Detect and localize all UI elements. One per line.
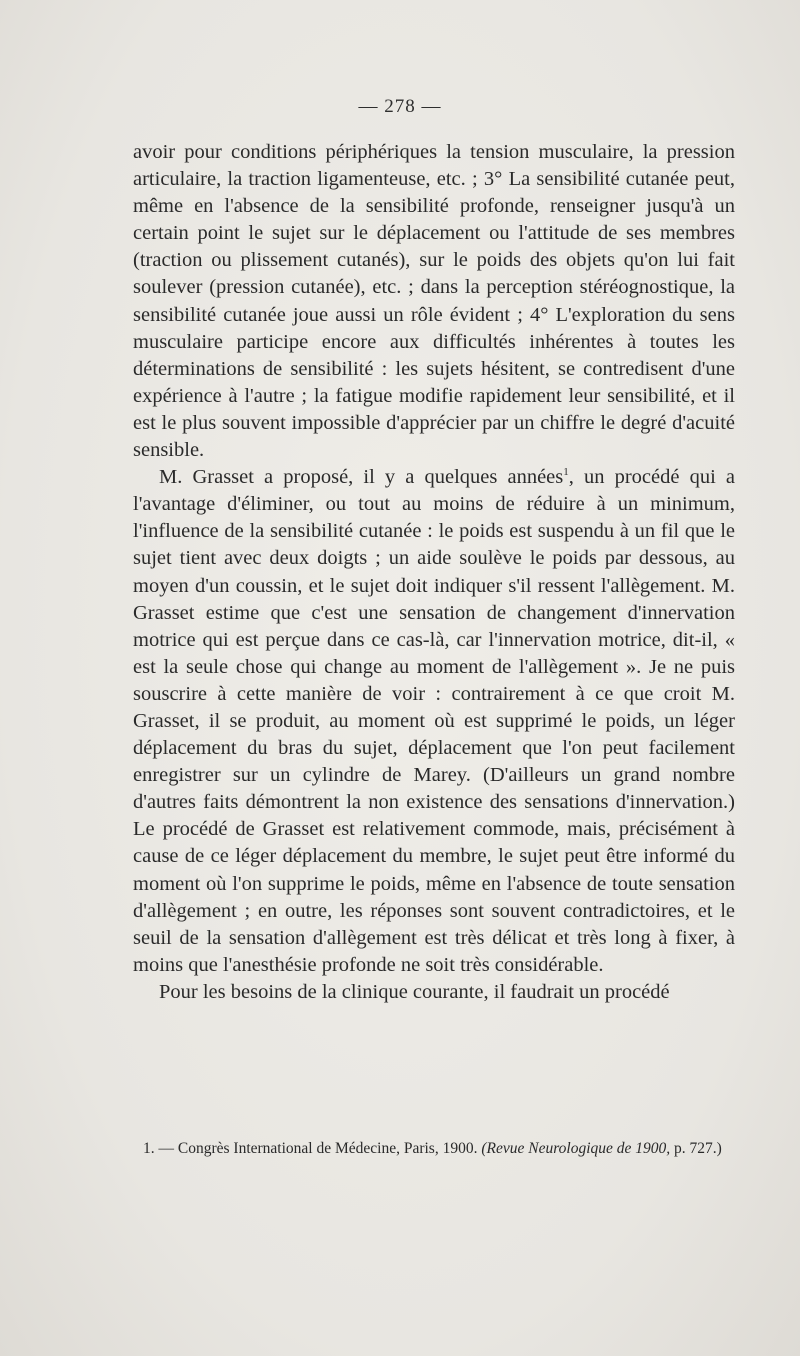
footnote-text: — Congrès International de Médecine, Paris, 1900. — [154, 1140, 482, 1157]
page-number: — 278 — — [358, 96, 442, 117]
footnote-marker: 1. — [143, 1140, 155, 1157]
paragraph-2 — [133, 464, 735, 979]
paragraph-3: Pour les besoins de la clinique courante, il faudrait un procédé — [159, 980, 670, 1003]
footnote — [133, 1138, 735, 1159]
footnote-reference: 1 — [563, 466, 569, 479]
paragraph-2-start: M. Grasset a proposé, il y a quelques années — [159, 466, 564, 489]
footnote-italic: (Revue Neurologique de 1900, — [481, 1140, 671, 1157]
body-text — [133, 139, 735, 1006]
paragraph-1: avoir pour conditions périphériques la tension musculaire, la pression articulaire, la traction ligamenteuse, etc. ; 3° La sensibilité cutanée peut, même en l'absence de la sensibilité profonde, renseigner jusqu'à un certain point le sujet sur le déplacement ou l'attitude de ses membres (traction ou plissement cutanés), sur le poids des objets qu'on lui fait soulever (pression cutanée), etc. ; dans la perception stéréognostique, la sensibilité cutanée joue aussi un rôle évident ; 4° L'exploration du sens musculaire participe encore aux difficultés inhérentes à toutes les déterminations de sensibilité : les sujets hésitent, se contredisent d'une expérience à l'autre ; la fatigue modifie rapidement leur sensibilité, et il est le plus souvent impossible d'apprécier par un chiffre le degré d'acuité sensible. — [133, 141, 735, 462]
paragraph-2-rest: , un procédé qui a l'avantage d'éliminer, ou tout au moins de réduire à un minimum, l'influence de la sensibilité cutanée : le poids est suspendu à un fil que le sujet tient avec deux doigts ; un aide soulève le poids par dessous, au moyen d'un coussin, et le sujet doit indiquer s'il ressent l'allègement. M. Grasset estime que c'est une sensation de changement d'innervation motrice qui est perçue dans ce cas-là, car l'innervation motrice, dit-il, « est la seule chose qui change au moment de l'allègement ». Je ne puis souscrire à cette manière de voir : contrairement à ce que croit M. Grasset, il se produit, au moment où est supprimé le poids, un léger déplacement du bras du sujet, déplacement que l'on peut facilement enregistrer sur un cylindre de Marey. (D'ailleurs un grand nombre d'autres faits démontrent la non existence des sensations d'innervation.) Le procédé de Grasset est relativement commode, mais, précisément à cause de ce léger déplacement du membre, le sujet peut être informé du moment où l'on supprime le poids, même en l'absence de toute sensation d'allègement ; en outre, les réponses sont souvent contradictoires, et le seuil de la sensation d'allègement est très délicat et très long à fixer, à moins que l'anesthésie profonde ne soit très considérable. — [133, 466, 735, 976]
footnote-tail: p. 727.) — [670, 1140, 722, 1157]
